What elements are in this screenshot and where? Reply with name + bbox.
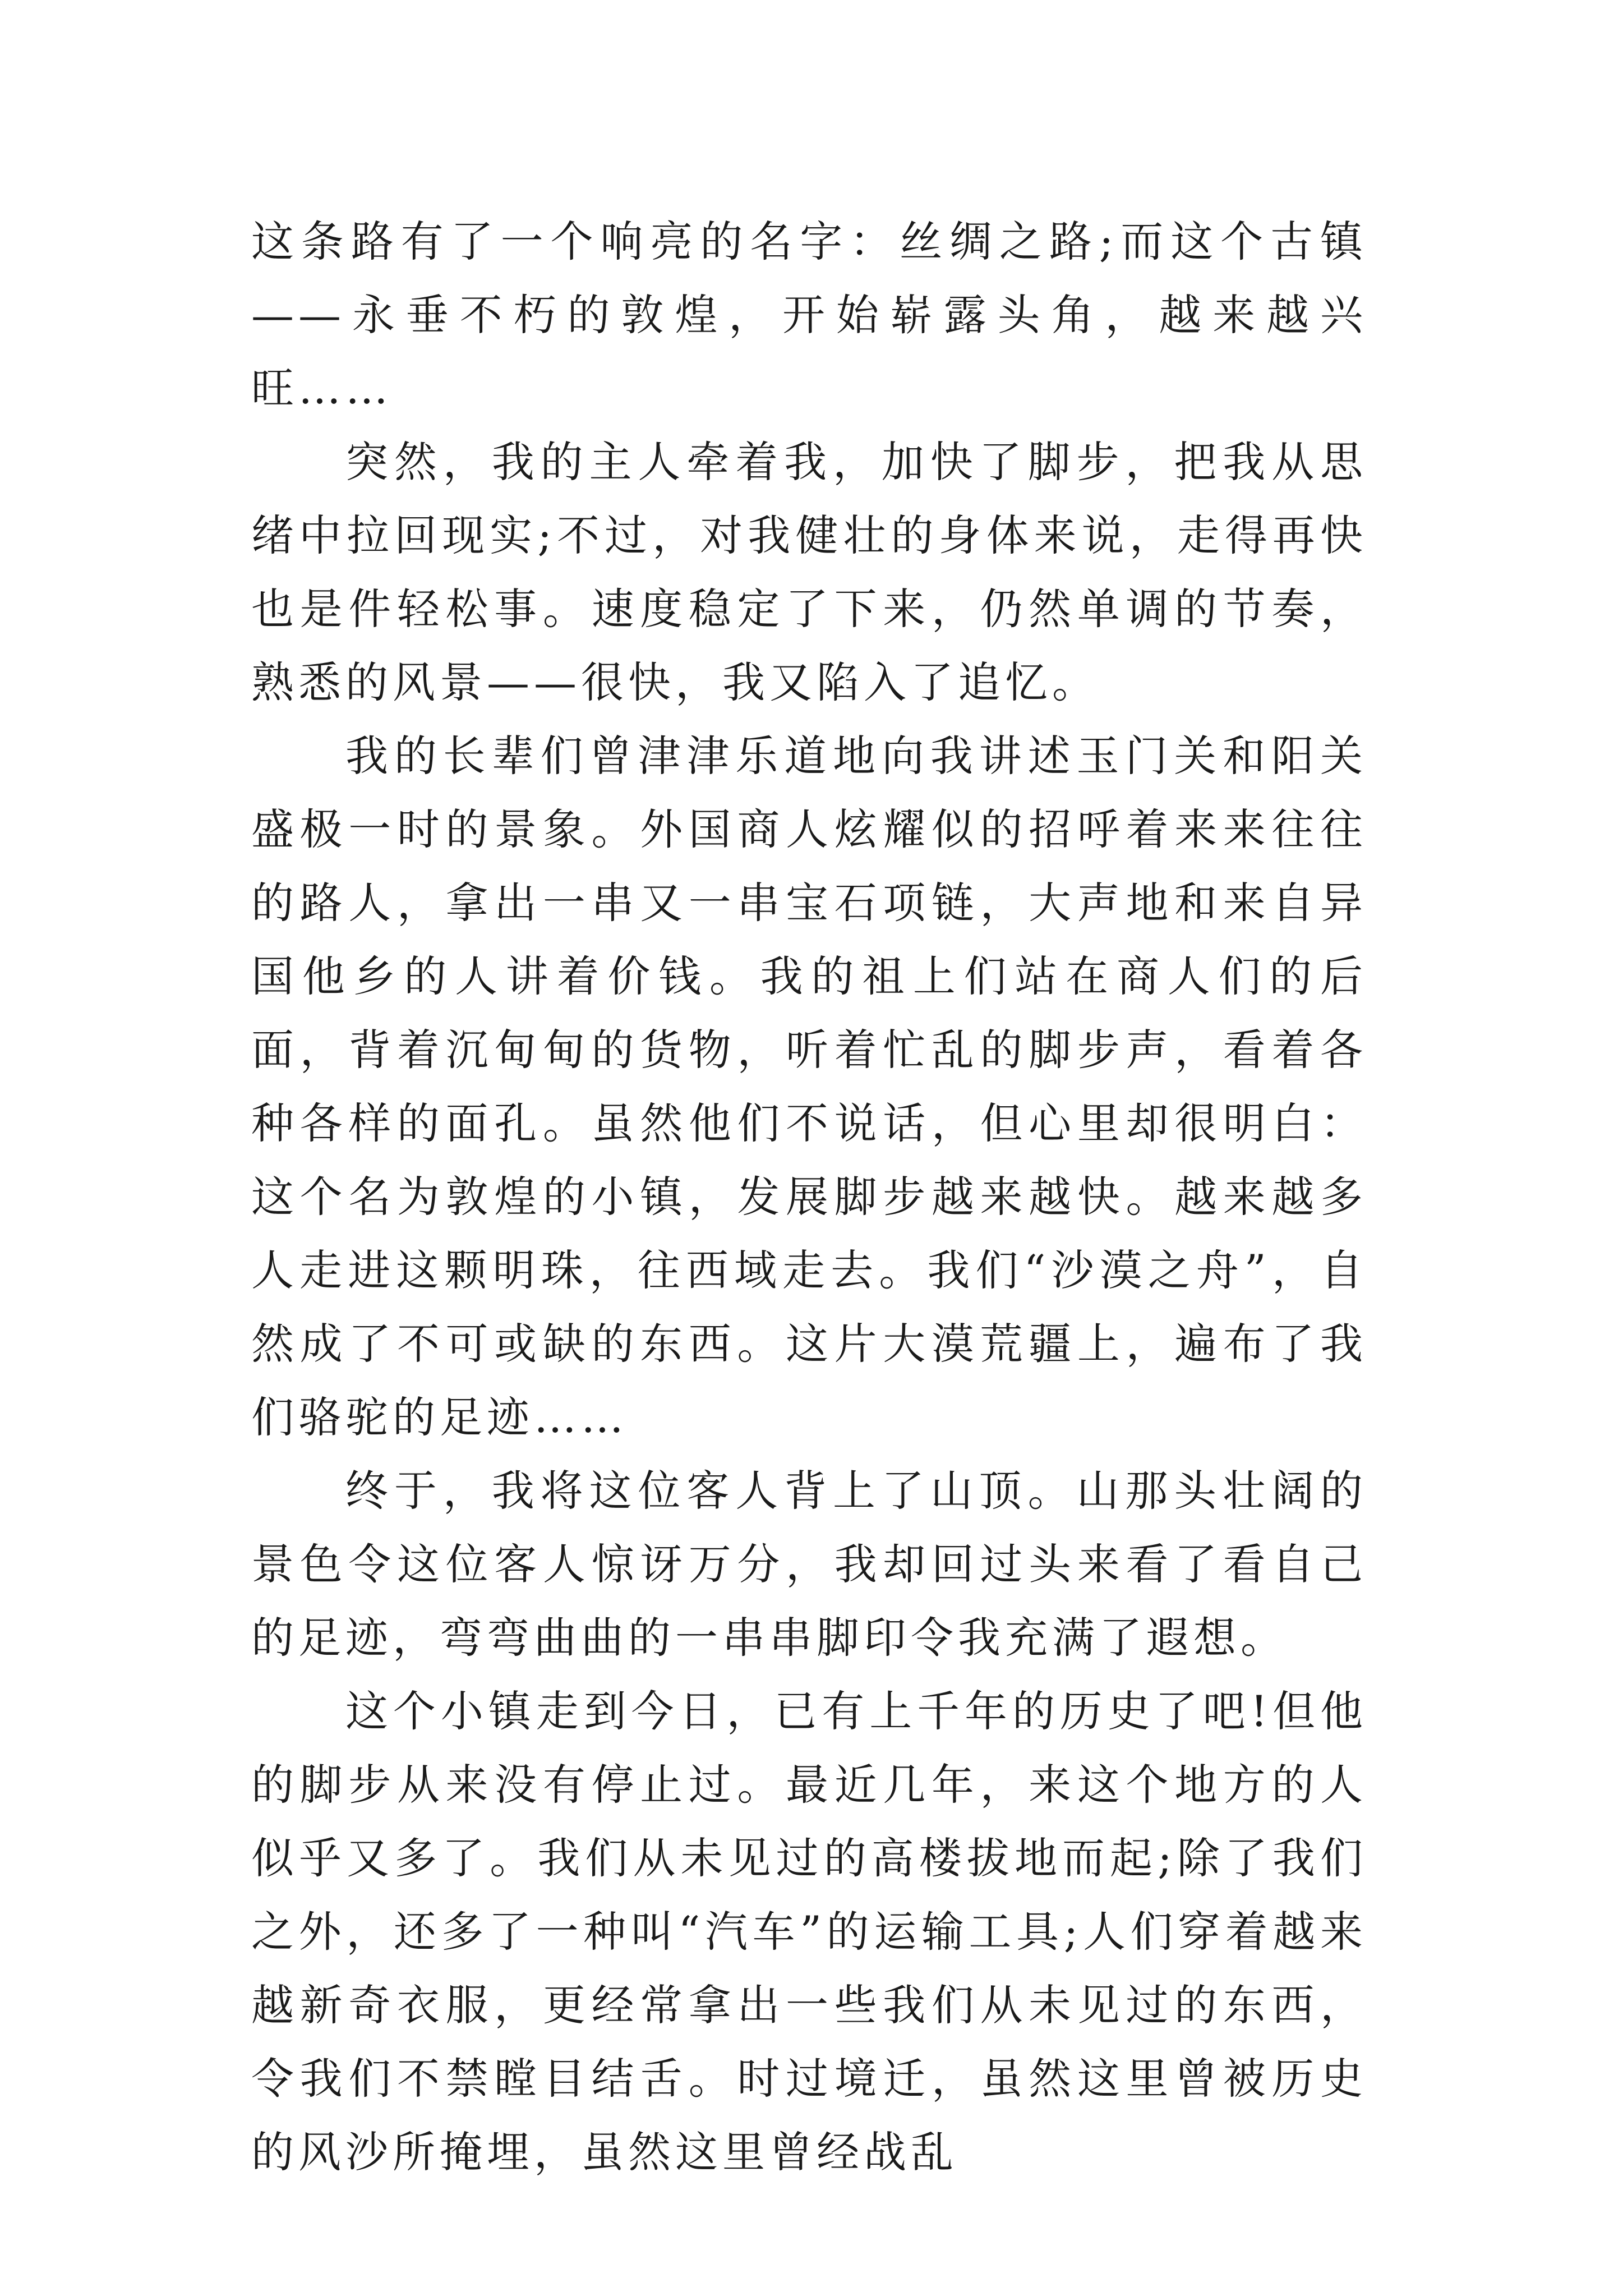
paragraph-4: 终于，我将这位客人背上了山顶。山那头壮阔的景色令这位客人惊讶万分，我却回过头来看了看自己的足迹，弯弯曲曲的一串串脚印令我充满了遐想。 <box>251 1466 1367 1663</box>
paragraph-1: 这条路有了一个响亮的名字：丝绸之路;而这个古镇——永垂不朽的敦煌，开始崭露头角，越来越兴旺…… <box>251 217 1367 413</box>
document-body <box>251 205 1367 2189</box>
paragraph-2: 突然，我的主人牵着我，加快了脚步，把我从思绪中拉回现实;不过，对我健壮的身体来说，走得再快也是件轻松事。速度稳定了下来，仍然单调的节奏，熟悉的风景——很快，我又陷入了追忆。 <box>251 437 1367 707</box>
paragraph-5: 这个小镇走到今日，已有上千年的历史了吧!但他的脚步从来没有停止过。最近几年，来这个地方的人似乎又多了。我们从未见过的高楼拔地而起;除了我们之外，还多了一种叫“汽车”的运输工具;人们穿着越来越新奇衣服，更经常拿出一些我们从未见过的东西，令我们不禁瞠目结舌。时过境迁，虽然这里曾被历史的风沙所掩埋，虽然这里曾经战乱 <box>251 1686 1367 2177</box>
paragraph-3: 我的长辈们曾津津乐道地向我讲述玉门关和阳关盛极一时的景象。外国商人炫耀似的招呼着来来往往的路人，拿出一串又一串宝石项链，大声地和来自异国他乡的人讲着价钱。我的祖上们站在商人们的后面，背着沉甸甸的货物，听着忙乱的脚步声，看着各种各样的面孔。虽然他们不说话，但心里却很明白：这个名为敦煌的小镇，发展脚步越来越快。越来越多人走进这颗明珠，往西域走去。我们“沙漠之舟”，自然成了不可或缺的东西。这片大漠荒疆上，遍布了我们骆驼的足迹…… <box>251 731 1367 1442</box>
